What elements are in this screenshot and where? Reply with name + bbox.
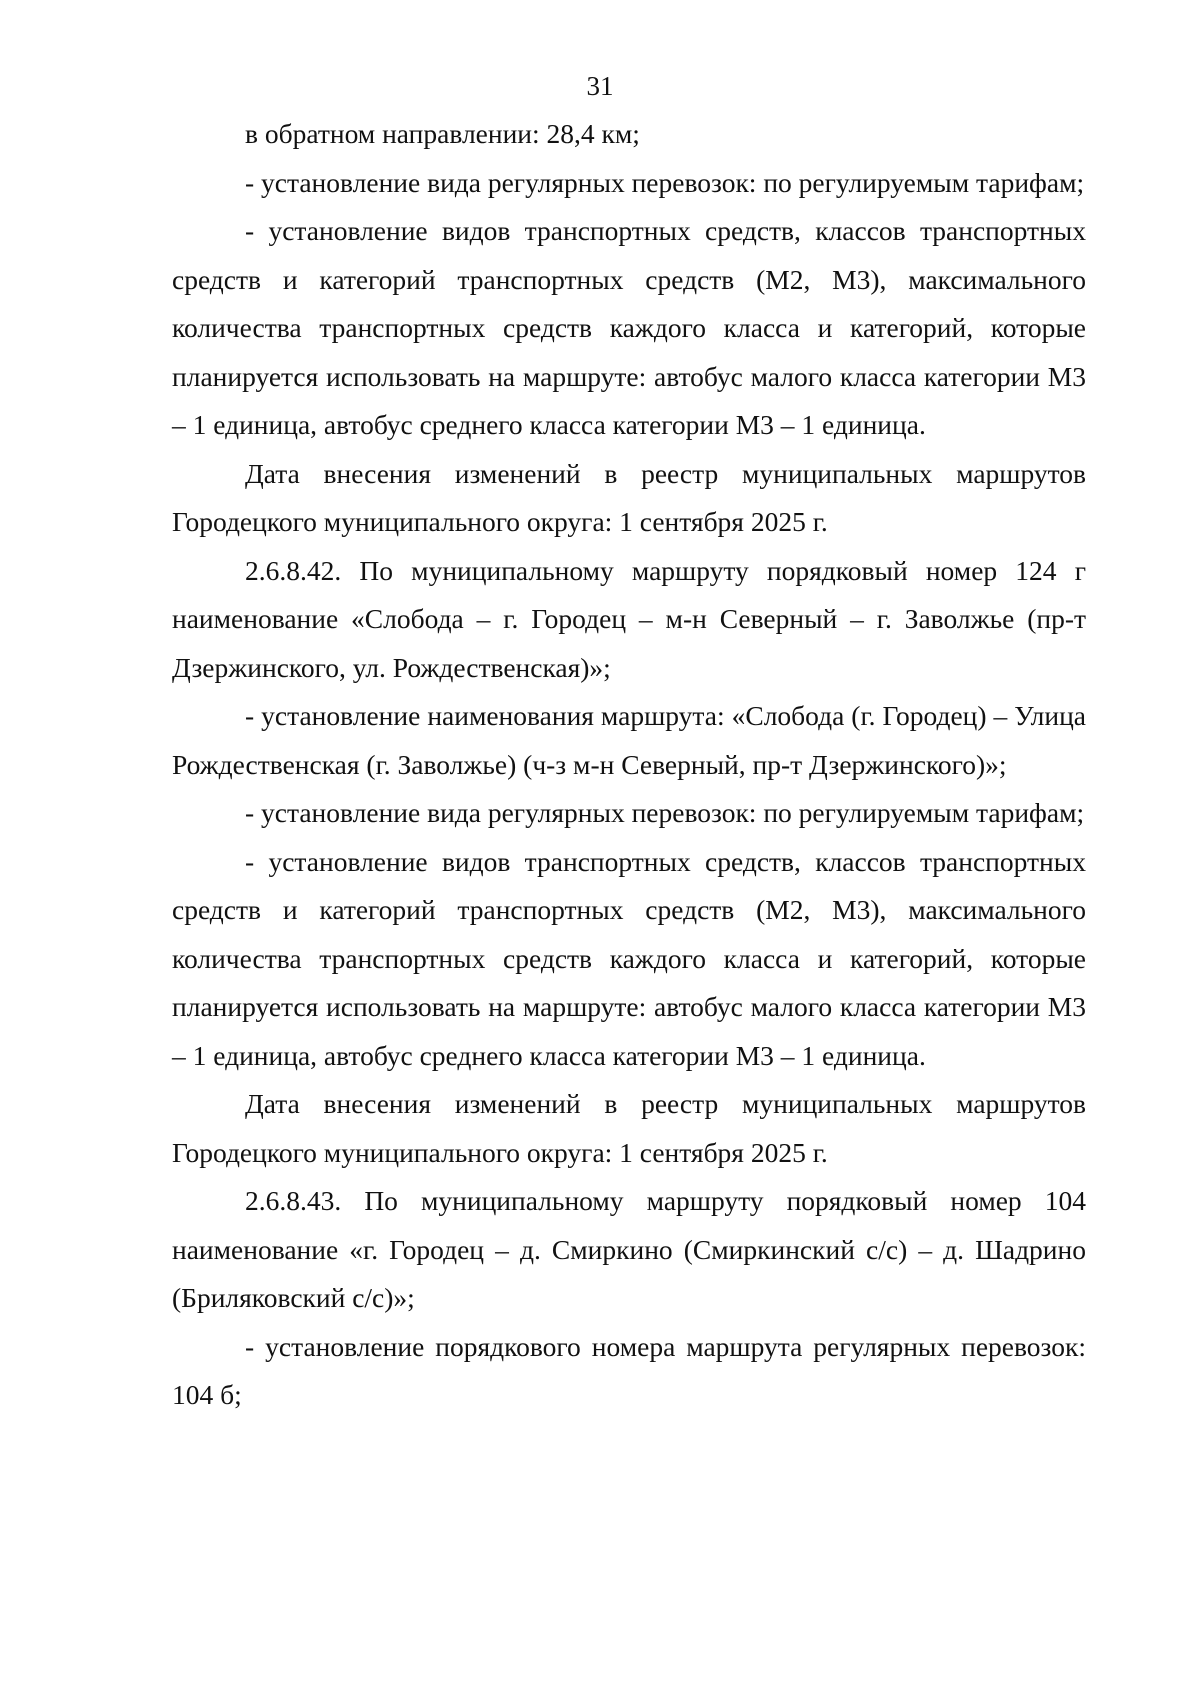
paragraph-route-name: - установление наименования маршрута: «Слобода (г. Городец) – Улица Рождественская (г. Заволжье) (ч-з м-н Северный, пр-т Дзержинского)»; (172, 700, 1086, 780)
paragraph-route-number: - установление порядкового номера маршрута регулярных перевозок: 104 б; (172, 1330, 1086, 1410)
paragraph-vehicle-classes: - установление видов транспортных средств, классов транспортных средств и категорий транспортных средств (М2, М3), максимального количества транспортных средств каждого класса и категорий, которые планируется использовать на маршруте: автобус малого класса категории М3 – 1 единица, автобус среднего класса категории М3 – 1 единица. (172, 845, 1086, 1071)
paragraph-registry-date: Дата внесения изменений в реестр муниципальных маршрутов Городецкого муниципального округа: 1 сентября 2025 г. (172, 457, 1086, 537)
paragraph-registry-date: Дата внесения изменений в реестр муниципальных маршрутов Городецкого муниципального округа: 1 сентября 2025 г. (172, 1088, 1086, 1168)
document-body (172, 110, 1086, 1420)
paragraph-route-124g: 2.6.8.42. По муниципальному маршруту порядковый номер 124 г наименование «Слобода – г. Городец – м-н Северный – г. Заволжье (пр-т Дзержинского, ул. Рождественская)»; (172, 554, 1086, 683)
paragraph-route-104: 2.6.8.43. По муниципальному маршруту порядковый номер 104 наименование «г. Городец – д. Смиркино (Смиркинский с/с) – д. Шадрино (Бриляковский с/с)»; (172, 1185, 1086, 1313)
paragraph-vehicle-classes: - установление видов транспортных средств, классов транспортных средств и категорий транспортных средств (М2, М3), максимального количества транспортных средств каждого класса и категорий, которые планируется использовать на маршруте: автобус малого класса категории М3 – 1 единица, автобус среднего класса категории М3 – 1 единица. (172, 215, 1086, 440)
page-number: 31 (586, 71, 614, 101)
paragraph-transport-type: - установление вида регулярных перевозок: по регулируемым тарифам; (245, 797, 1085, 828)
paragraph-return-distance: в обратном направлении: 28,4 км; (245, 118, 640, 149)
paragraph-transport-type: - установление вида регулярных перевозок: по регулируемым тарифам; (245, 166, 1085, 198)
